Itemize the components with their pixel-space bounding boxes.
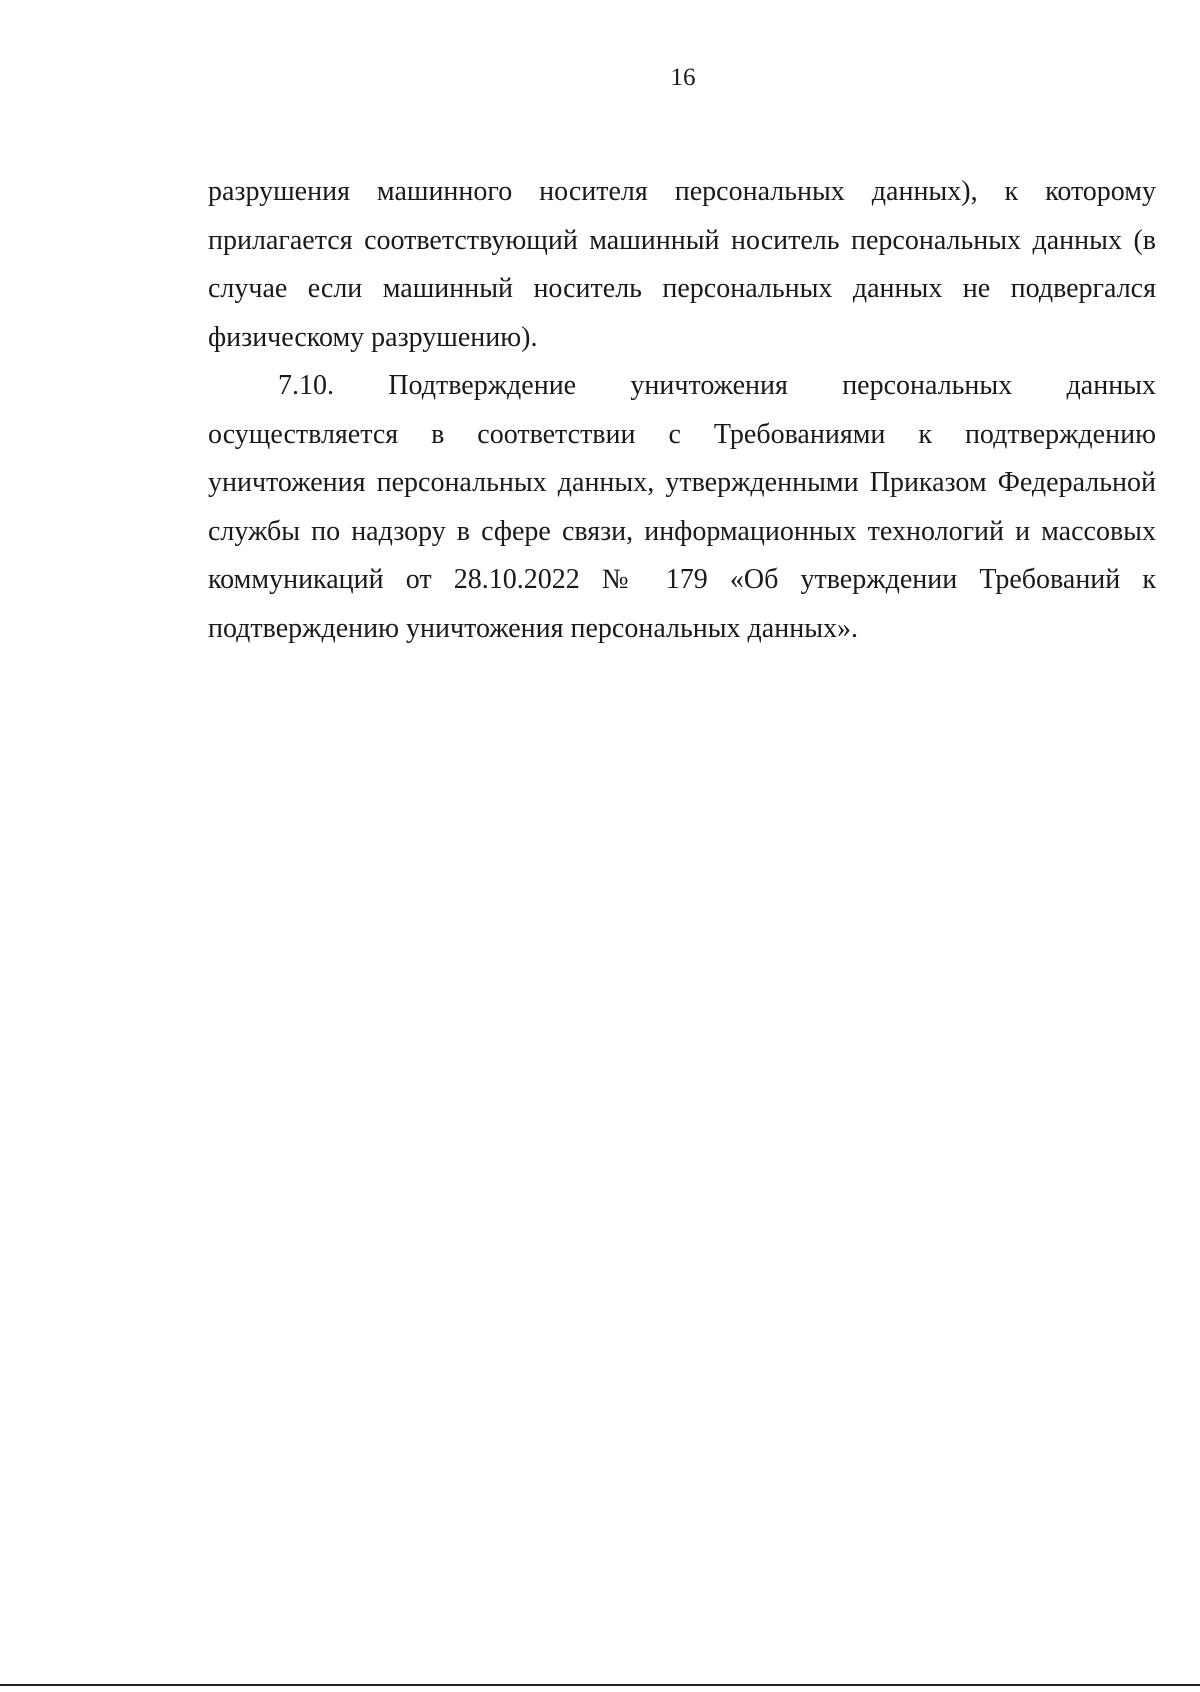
text-line: коммуникаций от 28.10.2022 № 179 «Об утверждении Требований к — [208, 564, 1156, 595]
paragraph-continuation — [208, 168, 1156, 362]
paragraph-7-10 — [208, 362, 1156, 653]
text-line: разрушения машинного носителя персональных данных), к которому — [208, 176, 1156, 207]
text-line: случае если машинный носитель персональных данных не подвергался — [208, 273, 1156, 304]
page-number: 16 — [670, 64, 696, 91]
text-line: подтверждению уничтожения персональных данных». — [208, 612, 859, 644]
text-line: физическому разрушению). — [208, 321, 538, 353]
bottom-scan-edge-line — [0, 1684, 1200, 1686]
text-line: службы по надзору в сфере связи, информационных технологий и массовых — [208, 515, 1156, 547]
text-line: уничтожения персональных данных, утвержденными Приказом Федеральной — [208, 467, 1156, 498]
document-body — [208, 168, 1156, 653]
text-line: прилагается соответствующий машинный носитель персональных данных (в — [208, 224, 1156, 256]
text-line: осуществляется в соответствии с Требованиями к подтверждению — [208, 418, 1156, 450]
text-line: 7.10. Подтверждение уничтожения персональных данных — [278, 370, 1156, 401]
